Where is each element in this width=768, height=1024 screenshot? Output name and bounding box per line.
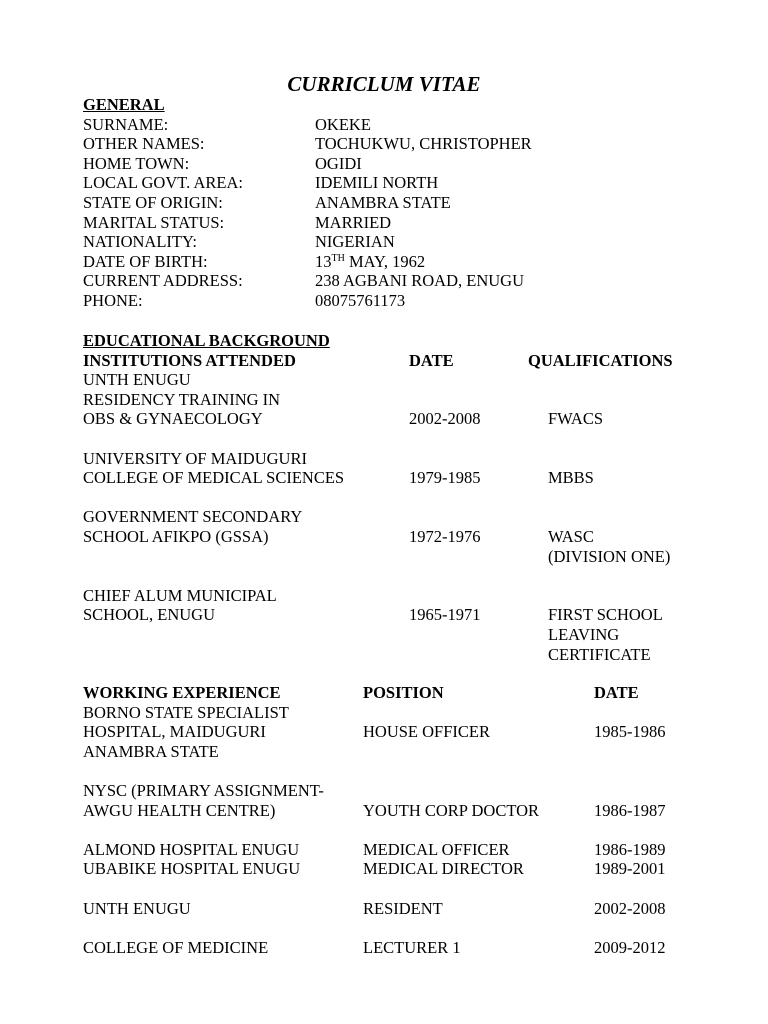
work-row xyxy=(83,742,748,762)
field-label: LOCAL GOVT. AREA: xyxy=(83,173,243,193)
employer-line: HOSPITAL, MAIDUGURI xyxy=(83,722,266,742)
education-date: 1979-1985 xyxy=(409,468,481,488)
institution-line: SCHOOL, ENUGU xyxy=(83,605,215,625)
work-row xyxy=(83,899,748,919)
field-label: DATE OF BIRTH: xyxy=(83,251,208,271)
general-section xyxy=(83,95,748,311)
qualification-line: (DIVISION ONE) xyxy=(548,546,671,566)
education-date: 1972-1976 xyxy=(409,526,481,546)
dob-rest: MAY, 1962 xyxy=(344,251,426,271)
employer-line: COLLEGE OF MEDICINE xyxy=(83,937,269,957)
col-date-header: DATE xyxy=(409,350,454,370)
work-position: MEDICAL DIRECTOR xyxy=(363,859,524,879)
work-position: RESIDENT xyxy=(363,898,443,918)
field-value: ANAMBRA STATE xyxy=(315,192,451,212)
work-row xyxy=(83,722,748,742)
education-row xyxy=(83,547,748,567)
education-header-row xyxy=(83,351,748,371)
col-experience-header: WORKING EXPERIENCE xyxy=(83,683,281,702)
employer-line: UBABIKE HOSPITAL ENUGU xyxy=(83,859,301,879)
education-row xyxy=(83,586,748,606)
info-row xyxy=(83,291,748,311)
dob-day: 13 xyxy=(315,251,332,271)
info-row xyxy=(83,154,748,174)
info-row xyxy=(83,193,748,213)
dob-suffix: TH xyxy=(331,252,345,264)
institution-line: UNTH ENUGU xyxy=(83,370,191,390)
employer-line: UNTH ENUGU xyxy=(83,898,191,918)
qualification-line: FIRST SCHOOL xyxy=(548,605,663,625)
education-row xyxy=(83,605,748,625)
education-date: 2002-2008 xyxy=(409,409,481,429)
field-label: MARITAL STATUS: xyxy=(83,212,225,232)
work-position: MEDICAL OFFICER xyxy=(363,839,510,859)
institution-line: UNIVERSITY OF MAIDUGURI xyxy=(83,448,307,468)
work-row xyxy=(83,703,748,723)
field-value: 238 AGBANI ROAD, ENUGU xyxy=(315,271,524,291)
info-row xyxy=(83,232,748,252)
field-value: TOCHUKWU, CHRISTOPHER xyxy=(315,134,532,154)
info-row xyxy=(83,115,748,135)
work-position: HOUSE OFFICER xyxy=(363,722,490,742)
document-title: CURRICLUM VITAE xyxy=(287,72,481,96)
education-row xyxy=(83,625,748,645)
info-row xyxy=(83,271,748,291)
field-value: OGIDI xyxy=(315,153,362,173)
work-row xyxy=(83,840,748,860)
col-date-header: DATE xyxy=(594,683,639,702)
education-row xyxy=(83,390,748,410)
work-date: 2009-2012 xyxy=(594,937,666,957)
work-row xyxy=(83,781,748,801)
employer-line: ALMOND HOSPITAL ENUGU xyxy=(83,839,300,859)
work-position: YOUTH CORP DOCTOR xyxy=(363,800,540,820)
col-position-header: POSITION xyxy=(363,683,444,702)
work-date: 1989-2001 xyxy=(594,859,666,879)
work-row xyxy=(83,859,748,879)
work-date: 1986-1987 xyxy=(594,800,666,820)
field-label: CURRENT ADDRESS: xyxy=(83,271,243,291)
info-row-dob xyxy=(83,252,748,272)
institution-line: RESIDENCY TRAINING IN xyxy=(83,389,281,409)
education-row xyxy=(83,468,748,488)
education-date: 1965-1971 xyxy=(409,605,481,625)
work-date: 2002-2008 xyxy=(594,898,666,918)
qualification-line: LEAVING xyxy=(548,624,620,644)
field-value: 08075761173 xyxy=(315,290,406,310)
employer-line: ANAMBRA STATE xyxy=(83,741,219,761)
work-date: 1986-1989 xyxy=(594,839,666,859)
field-label: HOME TOWN: xyxy=(83,153,190,173)
field-value: NIGERIAN xyxy=(315,232,395,252)
info-row xyxy=(83,213,748,233)
education-row xyxy=(83,645,748,665)
work-position: LECTURER 1 xyxy=(363,937,461,957)
education-row xyxy=(83,370,748,390)
institution-line: GOVERNMENT SECONDARY xyxy=(83,507,303,527)
qualification-line: FWACS xyxy=(548,409,604,429)
field-value: MARRIED xyxy=(315,212,392,232)
field-label: SURNAME: xyxy=(83,114,169,134)
work-date: 1985-1986 xyxy=(594,722,666,742)
institution-line: OBS & GYNAECOLOGY xyxy=(83,409,263,429)
work-header-row xyxy=(83,683,748,703)
employer-line: AWGU HEALTH CENTRE) xyxy=(83,800,276,820)
field-value: OKEKE xyxy=(315,114,371,134)
institution-line: COLLEGE OF MEDICAL SCIENCES xyxy=(83,468,345,488)
qualification-line: MBBS xyxy=(548,468,594,488)
field-label: OTHER NAMES: xyxy=(83,134,205,154)
field-label: STATE OF ORIGIN: xyxy=(83,192,223,212)
education-row xyxy=(83,507,748,527)
field-label: NATIONALITY: xyxy=(83,232,197,252)
education-row xyxy=(83,527,748,547)
field-value: IDEMILI NORTH xyxy=(315,173,439,193)
field-value xyxy=(315,252,425,272)
institution-line: CHIEF ALUM MUNICIPAL xyxy=(83,585,277,605)
education-row xyxy=(83,409,748,429)
work-row xyxy=(83,938,748,958)
info-row xyxy=(83,173,748,193)
education-section xyxy=(83,331,748,664)
education-row xyxy=(83,449,748,469)
col-institution-header: INSTITUTIONS ATTENDED xyxy=(83,350,296,370)
education-heading: EDUCATIONAL BACKGROUND xyxy=(83,331,330,350)
general-heading: GENERAL xyxy=(83,95,165,114)
employer-line: NYSC (PRIMARY ASSIGNMENT- xyxy=(83,780,324,800)
col-qualification-header: QUALIFICATIONS xyxy=(528,350,673,370)
employer-line: BORNO STATE SPECIALIST xyxy=(83,702,289,722)
work-section xyxy=(83,683,748,957)
info-row xyxy=(83,134,748,154)
institution-line: SCHOOL AFIKPO (GSSA) xyxy=(83,526,269,546)
qualification-line: CERTIFICATE xyxy=(548,644,651,664)
field-label: PHONE: xyxy=(83,290,143,310)
qualification-line: WASC xyxy=(548,526,594,546)
work-row xyxy=(83,801,748,821)
